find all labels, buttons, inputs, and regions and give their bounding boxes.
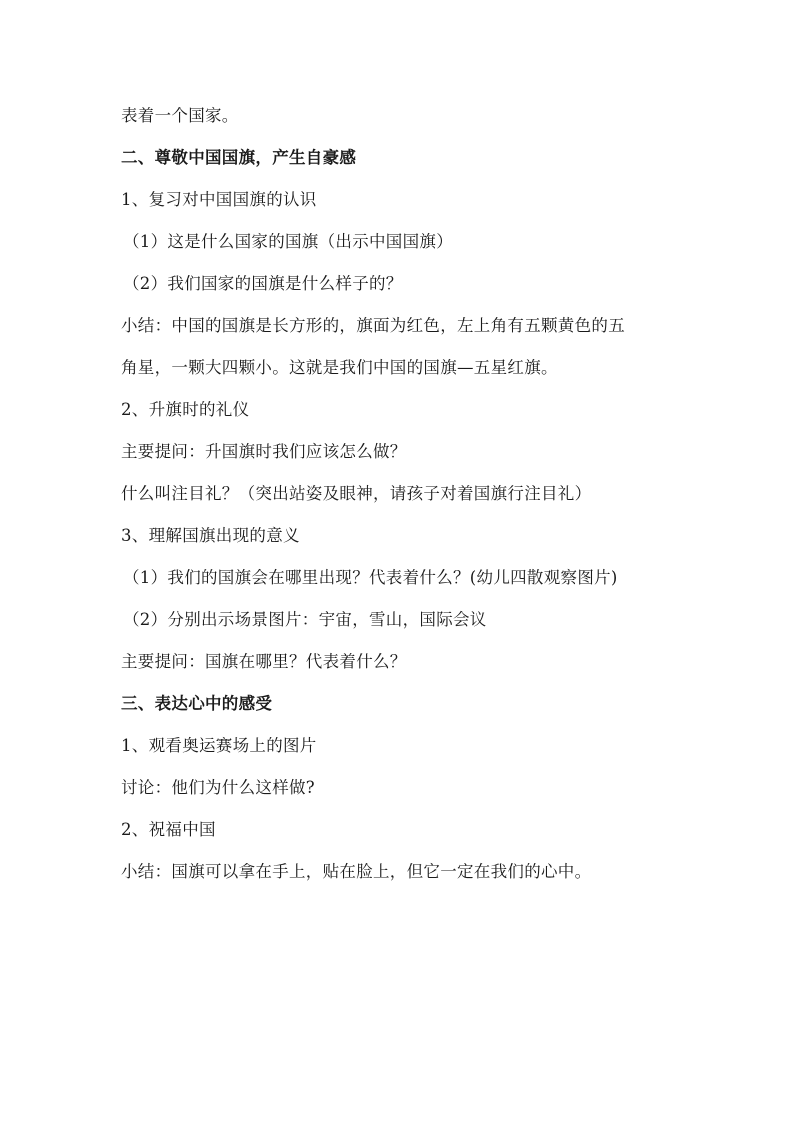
text-line: 主要提问：升国旗时我们应该怎么做？ xyxy=(121,442,407,461)
text-line: 表着一个国家。 xyxy=(121,106,239,125)
text-line: （1）我们的国旗会在哪里出现？代表着什么？(幼儿四散观察图片) xyxy=(123,568,618,587)
text-line: 3、理解国旗出现的意义 xyxy=(121,526,300,545)
text-line: （1）这是什么国家的国旗（出示中国国旗） xyxy=(123,232,453,251)
section-heading: 三、表达心中的感受 xyxy=(121,694,273,713)
text-line: 1、观看奥运赛场上的图片 xyxy=(121,736,317,755)
text-line: 什么叫注目礼？（突出站姿及眼神，请孩子对着国旗行注目礼） xyxy=(121,484,592,503)
text-line: 角星，一颗大四颗小。这就是我们中国的国旗—五星红旗。 xyxy=(121,358,558,377)
text-line: （2）分别出示场景图片：宇宙，雪山，国际会议 xyxy=(123,610,487,629)
text-line: 讨论：他们为什么这样做? xyxy=(121,778,315,797)
text-line: 小结：中国的国旗是长方形的，旗面为红色，左上角有五颗黄色的五 xyxy=(121,316,625,335)
text-line: 1、复习对中国国旗的认识 xyxy=(121,190,317,209)
text-line: （2）我们国家的国旗是什么样子的？ xyxy=(123,274,403,293)
text-line: 2、升旗时的礼仪 xyxy=(121,400,250,419)
text-line: 2、祝福中国 xyxy=(121,820,216,839)
text-line: 小结：国旗可以拿在手上，贴在脸上，但它一定在我们的心中。 xyxy=(121,862,592,881)
text-line: 主要提问：国旗在哪里？代表着什么？ xyxy=(121,652,407,671)
section-heading: 二、尊敬中国国旗，产生自豪感 xyxy=(121,148,357,167)
